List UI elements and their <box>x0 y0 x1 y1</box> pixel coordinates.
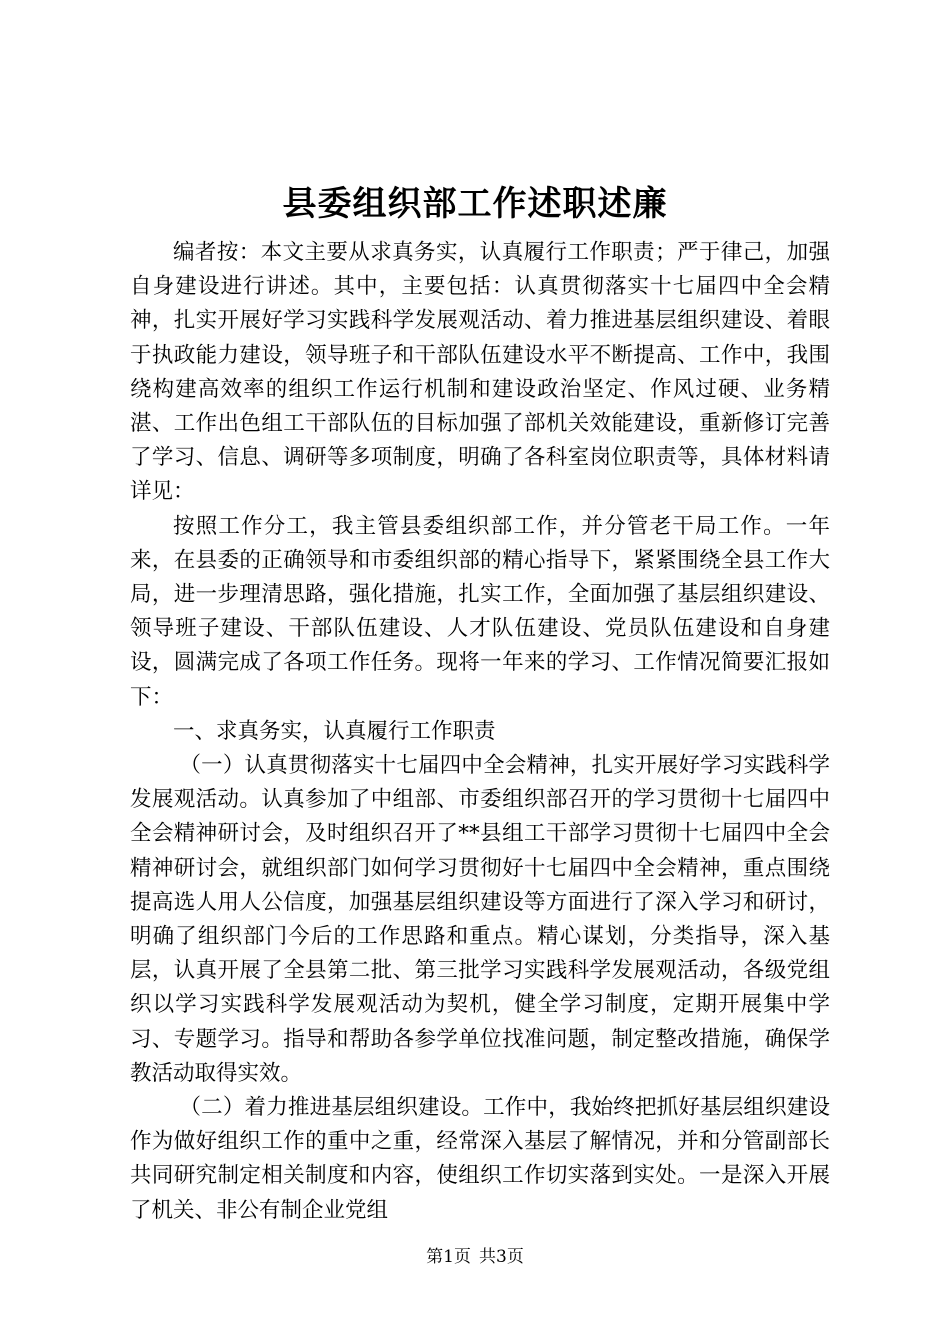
document-title: 县委组织部工作述职述廉 <box>282 184 668 224</box>
page-total: 共3页 <box>479 1247 524 1267</box>
document-body <box>130 236 830 1228</box>
subsection-two-paragraph: （二）着力推进基层组织建设。工作中，我始终把抓好基层组织建设作为做好组织工作的重中之重，经常深入基层了解情况，并和分管副部长共同研究制定相关制度和内容，使组织工作切实落到实处。一是深入开展了机关、非公有制企业党组 <box>130 1095 830 1223</box>
section-heading: 一、求真务实，认真履行工作职责 <box>173 718 496 744</box>
intro-paragraph: 按照工作分工，我主管县委组织部工作，并分管老干局工作。一年来，在县委的正确领导和市委组织部的精心指导下，紧紧围绕全县工作大局，进一步理清思路，强化措施，扎实工作，全面加强了基层组织建设、领导班子建设、干部队伍建设、人才队伍建设、党员队伍建设和自身建设，圆满完成了各项工作任务。现将一年来的学习、工作情况简要汇报如下： <box>130 513 830 710</box>
subsection-one-paragraph: （一）认真贯彻落实十七届四中全会精神，扎实开展好学习实践科学发展观活动。认真参加了中组部、市委组织部召开的学习贯彻十七届四中全会精神研讨会，及时组织召开了**县组工干部学习贯彻十七届四中全会精神研讨会，就组织部门如何学习贯彻好十七届四中全会精神，重点围绕提高选人用人公信度，加强基层组织建设等方面进行了深入学习和研讨，明确了组织部门今后的工作思路和重点。精心谋划，分类指导，深入基层，认真开展了全县第二批、第三批学习实践科学发展观活动，各级党组织以学习实践科学发展观活动为契机，健全学习制度，定期开展集中学习、专题学习。指导和帮助各参学单位找准问题，制定整改措施，确保学教活动取得实效。 <box>130 753 830 1086</box>
page-footer <box>0 1245 950 1269</box>
editor-note-paragraph: 编者按：本文主要从求真务实，认真履行工作职责；严于律己，加强自身建设进行讲述。其中，主要包括：认真贯彻落实十七届四中全会精神，扎实开展好学习实践科学发展观活动、着力推进基层组织建设、着眼于执政能力建设，领导班子和干部队伍建设水平不断提高、工作中，我围绕构建高效率的组织工作运行机制和建设政治坚定、作风过硬、业务精湛、工作出色组工干部队伍的目标加强了部机关效能建设，重新修订完善了学习、信息、调研等多项制度，明确了各科室岗位职责等，具体材料请详见： <box>130 240 830 505</box>
page-number: 第1页 <box>426 1247 471 1267</box>
